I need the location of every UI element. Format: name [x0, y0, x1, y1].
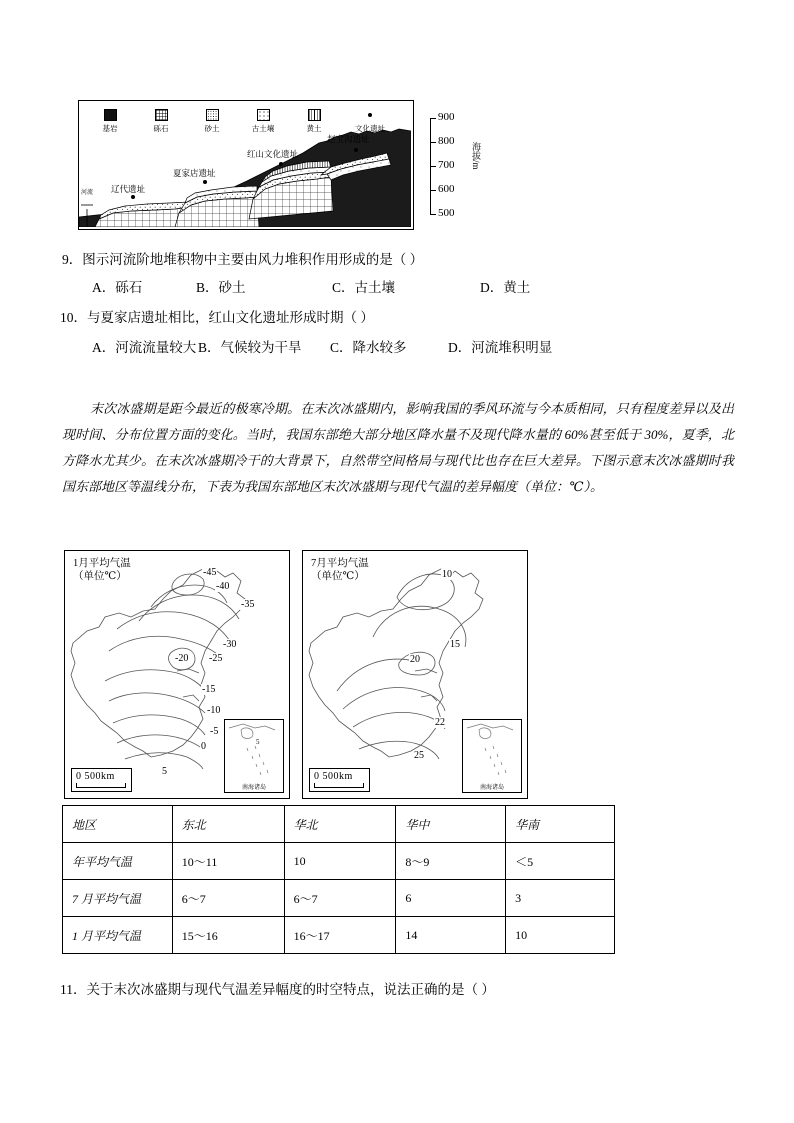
scale-bar-graphic — [76, 783, 126, 788]
elevation-axis-caption: 海拔/m — [471, 142, 481, 170]
isotherm-label: -45 — [203, 567, 217, 578]
map-title-line1: 1月平均气温 — [73, 558, 131, 569]
isotherm-label: -10 — [207, 705, 221, 716]
map-title-july — [311, 557, 369, 583]
table-header-cell: 华南 — [506, 806, 615, 843]
table-header-cell: 地区 — [63, 806, 173, 843]
elevation-tick — [430, 142, 436, 143]
isotherm-label: 5 — [162, 766, 167, 777]
map-title-line2: （单位℃） — [73, 571, 127, 582]
isotherm-label: 10 — [442, 569, 452, 580]
table-cell: 10 — [506, 917, 615, 954]
table-cell: 3 — [506, 880, 615, 917]
sand-swatch-icon — [206, 109, 219, 121]
isotherm-label: -20 — [175, 653, 189, 664]
map-title-line1: 7月平均气温 — [311, 558, 369, 569]
site-dot-zhaobaogou — [354, 148, 358, 152]
elevation-tick-label: 900 — [438, 111, 455, 123]
legend-label: 古土壤 — [251, 124, 275, 133]
site-dot-liaodai — [131, 195, 135, 199]
site-label-xiajiadian: 夏家店遗址 — [173, 168, 216, 178]
legend-item-bedrock — [89, 109, 131, 134]
table-header-row — [63, 806, 615, 843]
legend-label: 基岩 — [102, 124, 118, 133]
table-row-label: 年平均气温 — [63, 843, 173, 880]
isotherm-label: 22 — [435, 717, 445, 728]
legend-label: 文化遗址 — [355, 124, 385, 133]
isotherm-label: 0 — [201, 741, 206, 752]
elevation-tick-label: 700 — [438, 159, 455, 171]
table-cell: 8～9 — [396, 843, 506, 880]
question-10-stem: 10．与夏家店遗址相比，红山文化遗址形成时期（ ） — [60, 310, 374, 325]
question-11-stem: 11．关于末次冰盛期与现代气温差异幅度的时空特点，说法正确的是（ ） — [60, 982, 495, 997]
question-9-option-c[interactable]: C．古土壤 — [332, 280, 396, 295]
question-9-option-d[interactable]: D．黄土 — [480, 280, 531, 295]
temperature-difference-table — [62, 805, 615, 954]
scale-bar-july — [309, 768, 370, 792]
isotherm-label: -35 — [241, 599, 255, 610]
isotherm-label: 20 — [410, 654, 420, 665]
legend-label: 黄土 — [306, 124, 322, 133]
inset-label: 南海诸岛 — [479, 785, 504, 791]
question-9-stem: 9．图示河流阶地堆积物中主要由风力堆积作用形成的是（ ） — [62, 252, 424, 267]
site-label-zhaobaogou: 赵宝沟遗址 — [327, 134, 370, 144]
map-title-line2: （单位℃） — [311, 571, 365, 582]
inset-isotherm-label: 5 — [256, 738, 260, 746]
table-row-label: 1 月平均气温 — [63, 917, 173, 954]
river-label: 河流 — [81, 190, 94, 196]
south-china-sea-inset-july — [462, 719, 522, 793]
legend-label: 砂土 — [204, 124, 220, 133]
isotherm-label: -25 — [209, 653, 223, 664]
elevation-tick-label: 800 — [438, 135, 455, 147]
table-cell: 6～7 — [172, 880, 284, 917]
site-dot-hongshan — [279, 162, 283, 166]
site-label-liaodai: 辽代遗址 — [111, 184, 146, 194]
elevation-tick — [430, 118, 436, 119]
legend-item-loess — [293, 109, 335, 134]
legend-item-sand — [191, 109, 233, 134]
question-10-option-c[interactable]: C．降水较多 — [330, 340, 407, 355]
table-cell: ＜5 — [506, 843, 615, 880]
question-9-option-b[interactable]: B．砂土 — [196, 280, 246, 295]
question-10-option-d[interactable]: D．河流堆积明显 — [448, 340, 553, 355]
isotherm-label: -15 — [202, 684, 216, 695]
question-10-option-a[interactable]: A．河流流量较大 — [92, 340, 197, 355]
inset-svg — [225, 720, 281, 790]
bedrock-swatch-icon — [104, 109, 117, 121]
table-cell: 6～7 — [284, 880, 396, 917]
table-cell: 6 — [396, 880, 506, 917]
table-cell: 14 — [396, 917, 506, 954]
table-cell: 16～17 — [284, 917, 396, 954]
inset-svg — [463, 720, 519, 790]
table-row — [63, 917, 615, 954]
elevation-tick — [430, 214, 436, 215]
elevation-tick-label: 600 — [438, 183, 455, 195]
scale-bar-text: 0 500km — [76, 771, 115, 782]
site-dot-xiajiadian — [203, 180, 207, 184]
table-header-cell: 华北 — [284, 806, 396, 843]
table-cell: 15～16 — [172, 917, 284, 954]
scale-bar-text: 0 500km — [314, 771, 353, 782]
july-mean-temperature-map — [302, 550, 528, 799]
table-row — [63, 843, 615, 880]
legend-item-paleosol — [242, 109, 284, 134]
table-row — [63, 880, 615, 917]
legend-item-cultural-site — [344, 109, 396, 134]
table-header-cell: 华中 — [396, 806, 506, 843]
elevation-tick-label: 500 — [438, 207, 455, 219]
table-cell: 10 — [284, 843, 396, 880]
inset-label: 南海诸岛 — [241, 785, 266, 791]
elevation-axis — [424, 112, 484, 220]
isotherm-label: -5 — [210, 726, 219, 737]
scale-bar-january — [71, 768, 132, 792]
isotherm-label: -40 — [216, 581, 230, 592]
isotherm-label: 25 — [414, 750, 424, 761]
question-9-option-a[interactable]: A．砾石 — [92, 280, 143, 295]
loess-swatch-icon — [308, 109, 321, 121]
scale-bar-graphic — [314, 783, 364, 788]
isotherm-label: 15 — [450, 639, 460, 650]
river-terrace-cross-section-figure — [78, 100, 414, 230]
map-title-january — [73, 557, 131, 583]
gravel-swatch-icon — [155, 109, 168, 121]
cultural-site-dot-icon — [364, 109, 377, 121]
paleosol-swatch-icon — [257, 109, 270, 121]
table-cell: 10～11 — [172, 843, 284, 880]
question-10-option-b[interactable]: B．气候较为干旱 — [198, 340, 302, 355]
elevation-tick — [430, 190, 436, 191]
table-row-label: 7 月平均气温 — [63, 880, 173, 917]
legend-item-gravel — [140, 109, 182, 134]
south-china-sea-inset-january — [224, 719, 284, 793]
table-header-cell: 东北 — [172, 806, 284, 843]
stimulus-passage: 末次冰盛期是距今最近的极寒冷期。在末次冰盛期内，影响我国的季风环流与今本质相同，只有程度差异以及出现时间、分布位置方面的变化。当时，我国东部绝大部分地区降水量不及现代降水量的 60%甚至低于 30%，夏季，北方降水尤其少。在末次冰盛期冷干的大背景下，自然带空间格局与现代比也存在巨大差异。下图示意末次冰盛期时我国东部地区等温线分布，下表为我国东部地区末次冰盛期与现代气温的差异幅度（单位：℃）。 — [62, 401, 734, 494]
isotherm-label: -30 — [223, 639, 237, 650]
elevation-tick — [430, 166, 436, 167]
legend-label: 砾石 — [153, 124, 169, 133]
january-mean-temperature-map — [64, 550, 290, 799]
site-label-hongshan: 红山文化遗址 — [247, 149, 299, 159]
cross-section-legend — [89, 109, 396, 134]
